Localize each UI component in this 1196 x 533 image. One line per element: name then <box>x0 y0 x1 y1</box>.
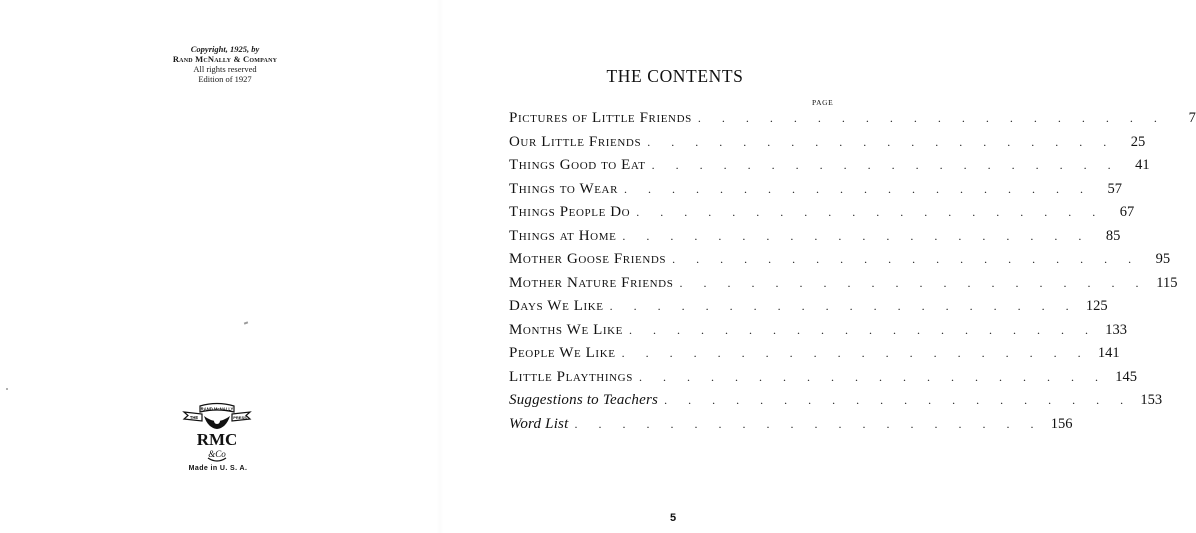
toc-entry-title: Suggestions to Teachers <box>509 392 659 409</box>
toc-entry-page: 95 <box>1155 251 1171 268</box>
toc-entry-page: 156 <box>1050 415 1073 432</box>
toc-entry-page: 153 <box>1140 392 1163 409</box>
dot-leader: . . . . . . . . . . . . . . . . . . . . <box>621 346 1090 361</box>
toc-entry-title: Mother Nature Friends <box>509 274 674 291</box>
toc-entry-title: Our Little Friends <box>509 133 642 150</box>
dot-leader: . . . . . . . . . . . . . . . . . . . . <box>651 158 1120 173</box>
dot-leader: . . . . . . . . . . . . . . . . . . . . <box>629 322 1098 337</box>
dot-leader: . . . . . . . . . . . . . . . . . . . . <box>609 299 1078 314</box>
logo-top-banner: RAND McNALLY <box>200 406 234 412</box>
publisher-name: Rand McNally & Company <box>172 54 278 64</box>
toc-entry <box>509 154 1150 178</box>
toc-entry <box>509 131 1146 155</box>
dot-leader: . . . . . . . . . . . . . . . . . . . . <box>636 205 1105 220</box>
made-in-label: Made in U. S. A. <box>188 465 248 472</box>
dot-leader: . . . . . . . . . . . . . . . . . . . . <box>664 393 1133 408</box>
dot-leader: . . . . . . . . . . . . . . . . . . . . <box>622 228 1091 243</box>
print-speck <box>6 388 8 390</box>
logo-left-banner: THE <box>189 415 199 420</box>
table-of-contents <box>509 107 1196 436</box>
toc-entry-page: 133 <box>1105 321 1128 338</box>
toc-entry-title: Little Playthings <box>509 368 633 385</box>
toc-entry-title: Months We Like <box>509 321 624 338</box>
publisher-logo-icon <box>182 402 252 464</box>
toc-entry-page: 41 <box>1135 157 1150 174</box>
dot-leader: . . . . . . . . . . . . . . . . . . . . <box>672 252 1141 267</box>
toc-entry <box>509 107 1196 131</box>
toc-entry <box>509 225 1121 249</box>
edition-line: Edition of 1927 <box>198 74 252 84</box>
dot-leader: . . . . . . . . . . . . . . . . . . . . <box>679 275 1148 290</box>
toc-entry-title: Word List <box>509 415 569 432</box>
logo-monogram: RMC <box>196 430 238 449</box>
toc-entry-title: Days We Like <box>509 298 604 315</box>
toc-entry-title: Things Good to Eat <box>509 157 646 174</box>
page-column-label: PAGE <box>812 98 834 107</box>
toc-entry-title: Pictures of Little Friends <box>509 110 692 127</box>
toc-entry <box>509 295 1108 319</box>
toc-entry <box>509 342 1120 366</box>
dot-leader: . . . . . . . . . . . . . . . . . . . . <box>638 369 1107 384</box>
dot-leader: . . . . . . . . . . . . . . . . . . . . <box>697 111 1166 126</box>
toc-entry-page: 125 <box>1085 298 1108 315</box>
toc-entry-page: 7 <box>1188 110 1196 127</box>
logo-sub: &Co <box>208 449 226 459</box>
dot-leader: . . . . . . . . . . . . . . . . . . . . <box>647 134 1116 149</box>
toc-entry-page: 57 <box>1107 180 1123 197</box>
copyright-line: Copyright, 1925, by <box>190 44 260 54</box>
toc-entry <box>509 248 1171 272</box>
toc-entry <box>509 272 1178 296</box>
toc-entry-page: 25 <box>1130 133 1146 150</box>
toc-entry-title: Things at Home <box>509 227 617 244</box>
toc-entry-title: Things to Wear <box>509 180 619 197</box>
dot-leader: . . . . . . . . . . . . . . . . . . . . <box>624 181 1093 196</box>
toc-entry <box>509 413 1073 437</box>
toc-entry-title: Things People Do <box>509 204 631 221</box>
toc-entry-title: Mother Goose Friends <box>509 251 667 268</box>
logo-right-banner: PRESS <box>233 415 247 420</box>
print-speck <box>244 321 248 324</box>
toc-entry <box>509 319 1128 343</box>
toc-entry <box>509 178 1123 202</box>
toc-entry-page: 67 <box>1119 204 1135 221</box>
page-number: 5 <box>670 512 677 524</box>
toc-entry-page: 85 <box>1105 227 1121 244</box>
toc-entry-title: People We Like <box>509 345 616 362</box>
toc-entry <box>509 366 1137 390</box>
toc-entry <box>509 389 1163 413</box>
right-page <box>440 0 1196 533</box>
left-page <box>0 0 440 533</box>
toc-entry-page: 141 <box>1097 345 1120 362</box>
toc-entry-page: 145 <box>1115 368 1137 385</box>
toc-entry-page: 115 <box>1156 274 1178 291</box>
rights-reserved: All rights reserved <box>193 64 257 74</box>
copyright-notice <box>150 44 300 84</box>
dot-leader: . . . . . . . . . . . . . . . . . . . . <box>574 416 1043 431</box>
contents-title: THE CONTENTS <box>606 66 744 86</box>
toc-entry <box>509 201 1135 225</box>
